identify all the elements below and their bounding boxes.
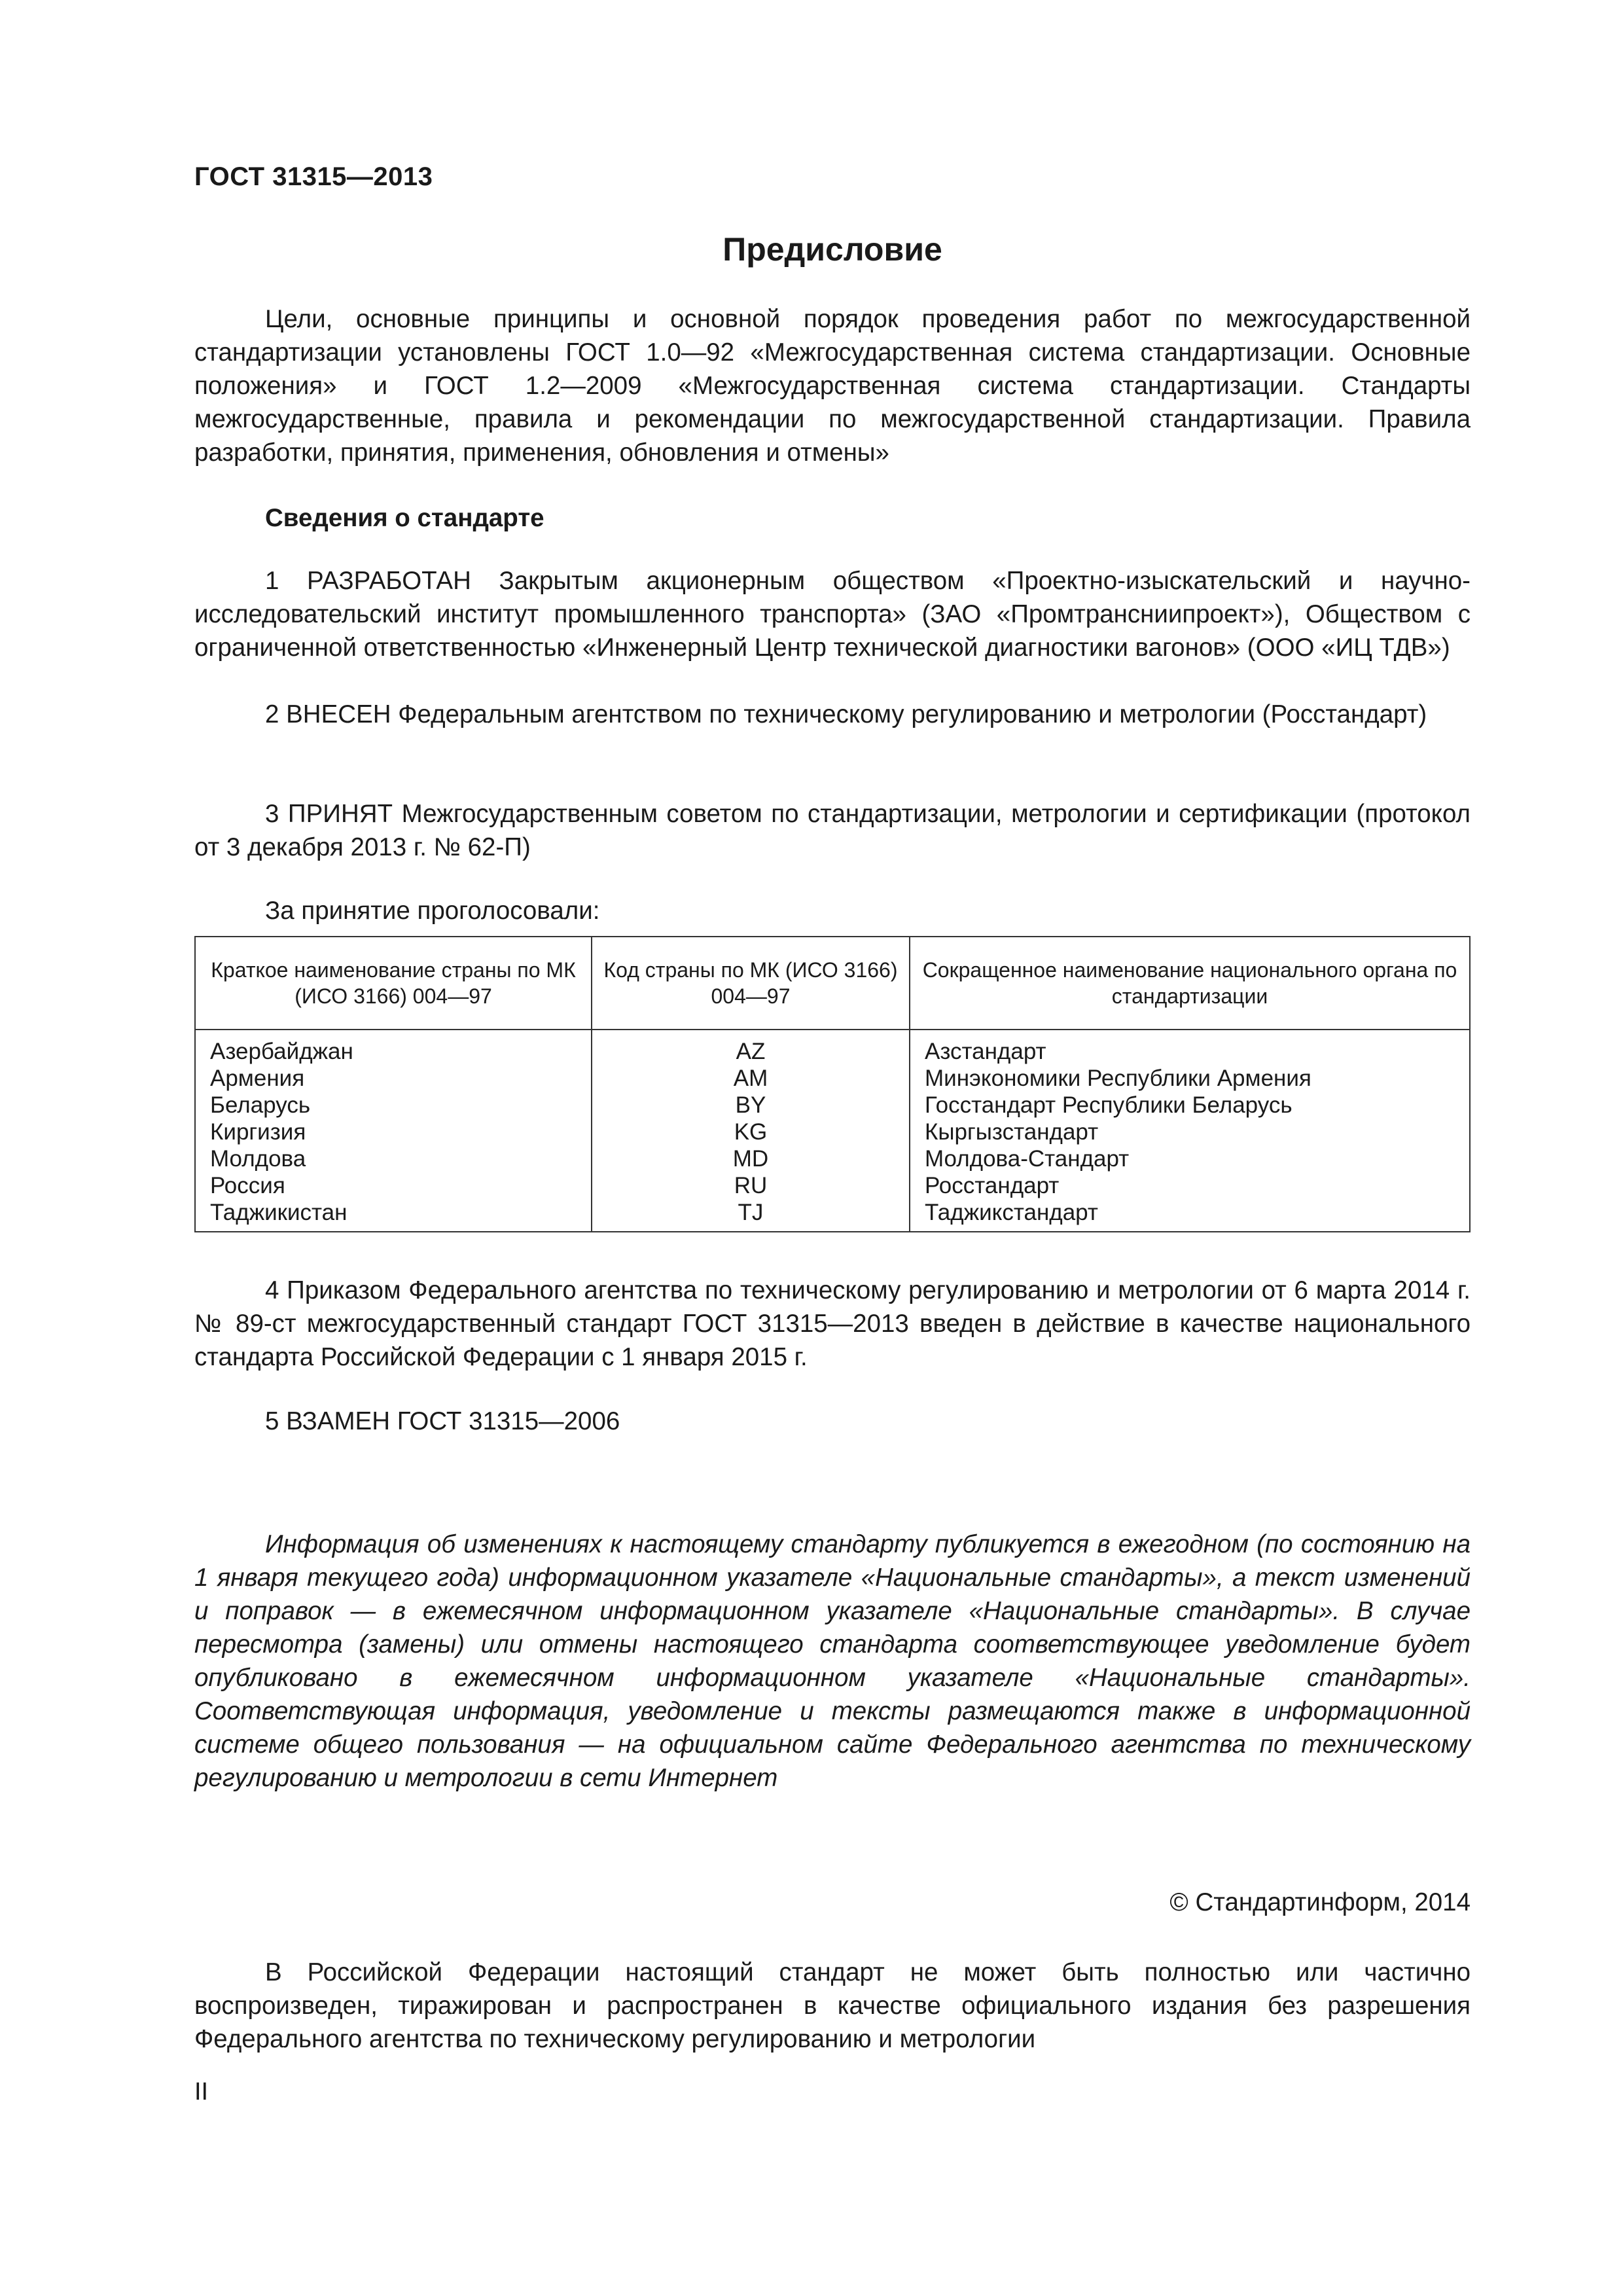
amendment-info: Информация об изменениях к настоящему стандарту публикуется в ежегодном (по состоянию на 1 января текущего года) информационном указателе «Национальные стандарты», а текст изменений и поправок — в ежемесячном информационном указателе «Национальные стандарты». В случае пересмотра (замены) или отмены настоящего стандарта соответствующее уведомление будет опубликовано в ежемесячном информационном указателе «Национальные стандарты». Соответствующая информация, уведомление и тексты размещаются также в информационной системе общего пользования — на официальном сайте Федерального агентства по техническому регулированию и метрологии в сети Интернет <box>194 1530 1471 1792</box>
country-name: Таджикистан <box>195 1199 592 1232</box>
header-national-body: Сокращенное наименование национального органа по стандартизации <box>910 937 1470 1030</box>
national-body: Молдова-Стандарт <box>910 1145 1470 1172</box>
country-name: Россия <box>195 1172 592 1199</box>
section-subheading: Сведения о стандарте <box>265 504 544 532</box>
page-title: Предисловие <box>722 231 942 268</box>
intro-paragraph: Цели, основные принципы и основной порядок проведения работ по межгосударственной стандартизации установлены ГОСТ 1.0—92 «Межгосударственная система стандартизации. Основные положения» и ГОСТ 1.2—2009 «Межгосударственная система стандартизации. Стандарты межгосударственные, правила и рекомендации по межгосударственной стандартизации. Правила разработки, принятия, применения, обновления и отмены» <box>194 305 1471 467</box>
table-header-row <box>195 937 1470 1030</box>
header-country-code: Код страны по МК (ИСО 3166) 004—97 <box>592 937 910 1030</box>
national-body: Минэкономики Республики Армения <box>910 1065 1470 1092</box>
copyright-notice: © Стандартинформ, 2014 <box>1169 1888 1471 1916</box>
vote-label: За принятие проголосовали: <box>265 897 600 925</box>
table-row <box>195 1199 1470 1232</box>
item-replaces: 5 ВЗАМЕН ГОСТ 31315—2006 <box>265 1407 620 1435</box>
table-row <box>195 1092 1470 1119</box>
national-body: Росстандарт <box>910 1172 1470 1199</box>
national-body: Таджикстандарт <box>910 1199 1470 1232</box>
reproduction-notice: В Российской Федерации настоящий стандарт не может быть полностью или частично воспроизведен, тиражирован и распространен в качестве официального издания без разрешения Федерального агентства по техническому регулированию и метрологии <box>194 1958 1471 2053</box>
item-submitted: 2 ВНЕСЕН Федеральным агентством по техническому регулированию и метрологии (Росстандарт) <box>265 700 1427 728</box>
country-code: MD <box>592 1145 910 1172</box>
item-adopted: 3 ПРИНЯТ Межгосударственным советом по стандартизации, метрологии и сертификации (протокол от 3 декабря 2013 г. № 62-П) <box>194 800 1471 861</box>
page-number: II <box>194 2078 209 2106</box>
country-code: RU <box>592 1172 910 1199</box>
country-code: AZ <box>592 1030 910 1065</box>
standard-code: ГОСТ 31315—2013 <box>194 162 433 191</box>
table-row <box>195 1145 1470 1172</box>
country-name: Армения <box>195 1065 592 1092</box>
table-row <box>195 1065 1470 1092</box>
header-country-name: Краткое наименование страны по МК (ИСО 3166) 004—97 <box>195 937 592 1030</box>
country-code: BY <box>592 1092 910 1119</box>
table-row <box>195 1172 1470 1199</box>
item-enacted: 4 Приказом Федерального агентства по техническому регулированию и метрологии от 6 марта 2014 г. № 89-ст межгосударственный стандарт ГОСТ 31315—2013 введен в действие в качестве национального стандарта Российской Федерации с 1 января 2015 г. <box>194 1276 1471 1371</box>
table-row <box>195 1030 1470 1065</box>
national-body: Госстандарт Республики Беларусь <box>910 1092 1470 1119</box>
country-code: AM <box>592 1065 910 1092</box>
country-code: TJ <box>592 1199 910 1232</box>
item-developed: 1 РАЗРАБОТАН Закрытым акционерным обществом «Проектно-изыскательский и научно-исследовательский институт промышленного транспорта» (ЗАО «Промтрансниипроект»), Обществом с ограниченной ответственностью «Инженерный Центр технической диагностики вагонов» (ООО «ИЦ ТДВ») <box>194 567 1471 662</box>
country-code: KG <box>592 1119 910 1145</box>
table-row <box>195 1119 1470 1145</box>
national-body: Азстандарт <box>910 1030 1470 1065</box>
country-name: Азербайджан <box>195 1030 592 1065</box>
voting-table <box>194 936 1471 1232</box>
country-name: Киргизия <box>195 1119 592 1145</box>
country-name: Молдова <box>195 1145 592 1172</box>
national-body: Кыргызстандарт <box>910 1119 1470 1145</box>
country-name: Беларусь <box>195 1092 592 1119</box>
